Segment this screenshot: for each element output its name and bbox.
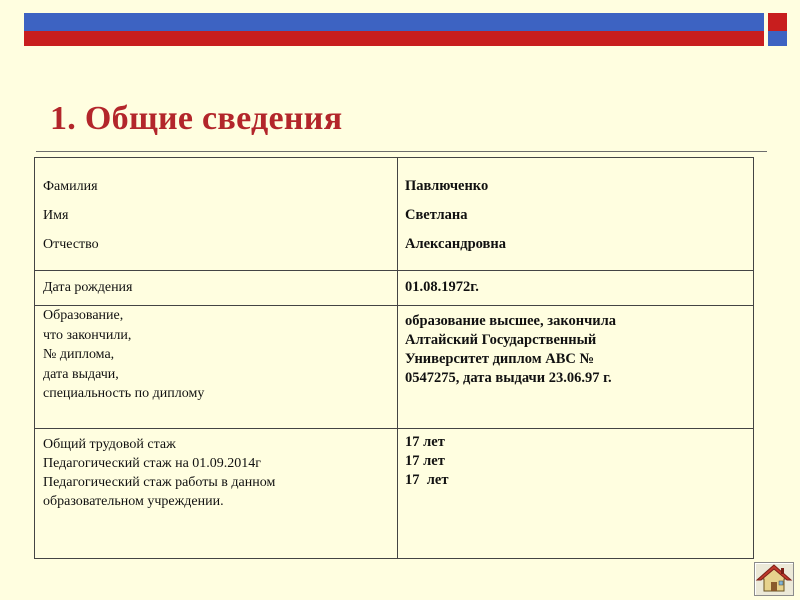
table-cell-value xyxy=(397,429,753,558)
table-cell-label xyxy=(35,429,397,558)
label-specialty: специальность по диплому xyxy=(43,386,205,401)
label-surname: Фамилия xyxy=(43,179,98,194)
label-teaching-experience: Педагогический стаж на 01.09.2014г xyxy=(43,456,262,471)
label-issue-date: дата выдачи, xyxy=(43,366,119,382)
table-row-education xyxy=(35,306,753,428)
title-divider xyxy=(36,151,767,152)
header-bar-blue xyxy=(24,13,764,31)
value-institution-experience: 17 лет xyxy=(405,472,449,488)
home-icon xyxy=(755,563,793,595)
label-institution-experience: Педагогический стаж работы в данном xyxy=(43,475,276,490)
value-name: Светлана xyxy=(405,207,468,223)
table-row-experience xyxy=(35,429,753,558)
info-table xyxy=(34,157,754,559)
table-cell-value xyxy=(397,306,753,428)
value-education-line: Алтайский Государственный xyxy=(405,332,597,348)
label-diploma-number: № диплома, xyxy=(43,347,115,362)
header-bar-red xyxy=(24,31,764,46)
table-cell-label xyxy=(35,271,397,307)
label-institution: что закончили, xyxy=(43,327,132,343)
table-cell-value xyxy=(397,271,753,307)
header-square-red xyxy=(768,13,787,31)
table-row-birthdate xyxy=(35,271,753,307)
value-education-line: образование высшее, закончила xyxy=(405,313,617,329)
value-surname: Павлюченко xyxy=(405,178,489,194)
table-cell-label xyxy=(35,158,397,270)
label-patronymic: Отчество xyxy=(43,237,99,252)
home-button[interactable] xyxy=(754,562,794,596)
slide-title: 1. Общие сведения xyxy=(50,100,343,137)
label-total-experience: Общий трудовой стаж xyxy=(43,437,176,452)
label-education: Образование, xyxy=(43,308,124,323)
label-birthdate: Дата рождения xyxy=(43,280,133,295)
table-row-name xyxy=(35,158,753,270)
value-total-experience: 17 лет xyxy=(405,434,445,450)
value-education-line: Университет диплом АВС № xyxy=(405,351,595,367)
label-name: Имя xyxy=(43,208,69,223)
value-patronymic: Александровна xyxy=(405,236,506,252)
value-teaching-experience: 17 лет xyxy=(405,453,445,469)
header-square-blue xyxy=(768,31,787,46)
table-cell-label xyxy=(35,306,397,428)
value-birthdate: 01.08.1972г. xyxy=(405,279,479,295)
table-cell-value xyxy=(397,158,753,270)
label-institution-experience-cont: образовательном учреждении. xyxy=(43,494,224,509)
value-education-line: 0547275, дата выдачи 23.06.97 г. xyxy=(405,370,612,386)
